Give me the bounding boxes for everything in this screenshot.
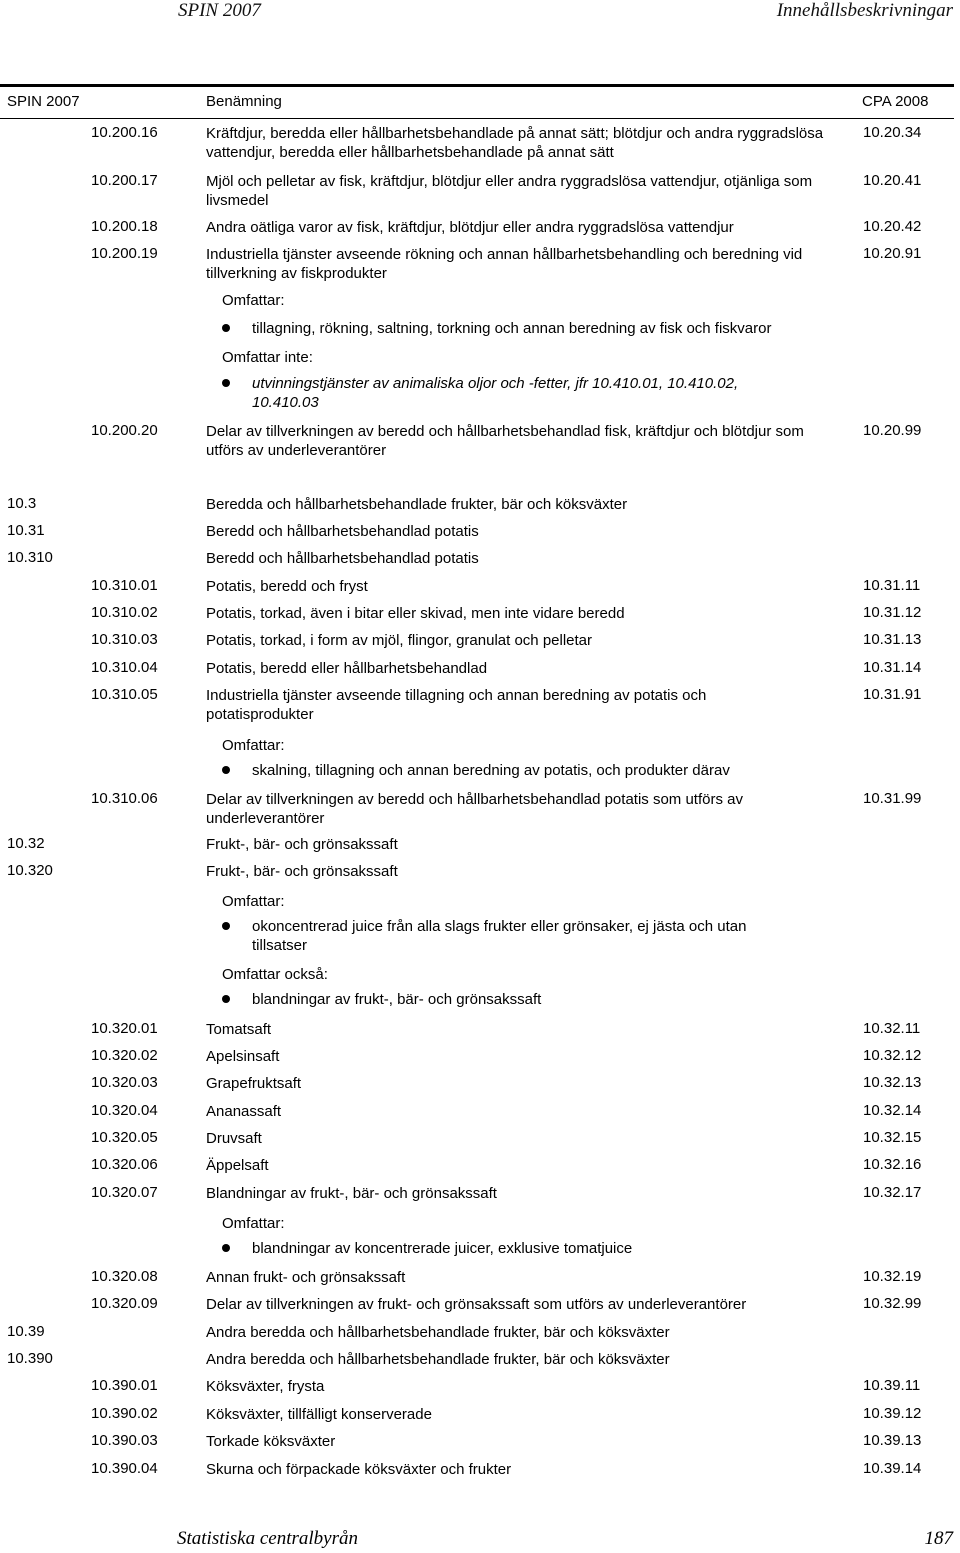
spin-code: 10.31 bbox=[7, 522, 45, 539]
entry-name: Delar av tillverkningen av beredd och hållbarhetsbehandlad fisk, kräftdjur och blötdjur som utförs av underleverantörer bbox=[206, 423, 804, 459]
cpa-code: 10.20.34 bbox=[863, 124, 922, 141]
spin-code: 10.200.20 bbox=[91, 422, 158, 439]
header-rule-bottom bbox=[0, 118, 954, 119]
spin-code: 10.310.01 bbox=[91, 577, 158, 594]
entry-name: Apelsinsaft bbox=[206, 1048, 280, 1065]
entry-name: Ananassaft bbox=[206, 1103, 282, 1120]
running-header-right: Innehållsbeskrivningar bbox=[776, 0, 953, 21]
spin-code: 10.320.04 bbox=[91, 1102, 158, 1119]
includes-item: tillagning, rökning, saltning, torkning och annan beredning av fisk och fiskvaror bbox=[252, 320, 772, 337]
includes-item: skalning, tillagning och annan beredning av potatis, och produkter därav bbox=[252, 762, 730, 779]
cpa-code: 10.32.99 bbox=[863, 1295, 922, 1312]
bullet-icon bbox=[222, 922, 230, 930]
cpa-code: 10.39.13 bbox=[863, 1432, 922, 1449]
bullet-icon bbox=[222, 379, 230, 387]
includes-item: blandningar av koncentrerade juicer, exklusive tomatjuice bbox=[252, 1240, 633, 1257]
spin-code: 10.200.19 bbox=[91, 245, 158, 262]
entry-name: Andra oätliga varor av fisk, kräftdjur, blötdjur eller andra ryggradslösa vattendjur bbox=[206, 219, 734, 236]
entry-name: Frukt-, bär- och grönsakssaft bbox=[206, 863, 398, 880]
column-cpa: CPA 2008 bbox=[862, 93, 929, 110]
cpa-code: 10.39.11 bbox=[863, 1377, 921, 1394]
entry-name: Andra beredda och hållbarhetsbehandlade frukter, bär och köksväxter bbox=[206, 1351, 670, 1368]
cpa-code: 10.32.19 bbox=[863, 1268, 922, 1285]
spin-code: 10.320.03 bbox=[91, 1074, 158, 1091]
cpa-code: 10.20.91 bbox=[863, 245, 922, 262]
spin-code: 10.320 bbox=[7, 862, 53, 879]
entry-name: Torkade köksväxter bbox=[206, 1433, 336, 1450]
entry-name: Potatis, torkad, i form av mjöl, flingor, granulat och pelletar bbox=[206, 632, 593, 649]
entry-name: Beredd och hållbarhetsbehandlad potatis bbox=[206, 523, 479, 540]
includes-label: Omfattar: bbox=[222, 1215, 285, 1232]
cpa-code: 10.20.41 bbox=[863, 172, 922, 189]
includes-label: Omfattar: bbox=[222, 893, 285, 910]
entry-name: Industriella tjänster avseende tillagning och annan beredning av potatis och potatisprodukter bbox=[206, 687, 707, 723]
entry-name: Kräftdjur, beredda eller hållbarhetsbehandlade på annat sätt; blötdjur och andra ryggradslösa vattendjur, beredda eller hållbarhetsbehandlade på annat sätt bbox=[206, 125, 824, 161]
cpa-code: 10.32.12 bbox=[863, 1047, 922, 1064]
spin-code: 10.390.01 bbox=[91, 1377, 158, 1394]
entry-name: Annan frukt- och grönsakssaft bbox=[206, 1269, 406, 1286]
entry-name: Potatis, torkad, även i bitar eller skivad, men inte vidare beredd bbox=[206, 605, 625, 622]
entry-name: Grapefruktsaft bbox=[206, 1075, 302, 1092]
excludes-item: utvinningstjänster av animaliska oljor och -fetter, jfr 10.410.01, 10.410.02, 10.410.03 bbox=[252, 375, 739, 411]
spin-code: 10.32 bbox=[7, 835, 45, 852]
spin-code: 10.390.03 bbox=[91, 1432, 158, 1449]
cpa-code: 10.32.14 bbox=[863, 1102, 922, 1119]
entry-name: Beredda och hållbarhetsbehandlade frukter, bär och köksväxter bbox=[206, 496, 628, 513]
includes-label: Omfattar: bbox=[222, 292, 285, 309]
spin-code: 10.390 bbox=[7, 1350, 53, 1367]
also-includes-item: blandningar av frukt-, bär- och grönsakssaft bbox=[252, 991, 542, 1008]
spin-code: 10.320.09 bbox=[91, 1295, 158, 1312]
spin-code: 10.320.07 bbox=[91, 1184, 158, 1201]
footer-publisher: Statistiska centralbyrån bbox=[177, 1528, 359, 1549]
entry-name: Tomatsaft bbox=[206, 1021, 272, 1038]
cpa-code: 10.32.13 bbox=[863, 1074, 922, 1091]
cpa-code: 10.31.91 bbox=[863, 686, 922, 703]
spin-code: 10.3 bbox=[7, 495, 37, 512]
entry-name: Delar av tillverkningen av beredd och hållbarhetsbehandlad potatis som utförs av underleverantörer bbox=[206, 791, 743, 827]
spin-code: 10.320.02 bbox=[91, 1047, 158, 1064]
spin-code: 10.310.04 bbox=[91, 659, 158, 676]
entry-name: Beredd och hållbarhetsbehandlad potatis bbox=[206, 550, 479, 567]
cpa-code: 10.32.15 bbox=[863, 1129, 922, 1146]
cpa-code: 10.31.12 bbox=[863, 604, 922, 621]
spin-code: 10.310.03 bbox=[91, 631, 158, 648]
running-header bbox=[0, 0, 960, 24]
spin-code: 10.39 bbox=[7, 1323, 45, 1340]
cpa-code: 10.20.99 bbox=[863, 422, 922, 439]
entry-name: Äppelsaft bbox=[206, 1157, 269, 1174]
spin-code: 10.200.18 bbox=[91, 218, 158, 235]
entry-name: Köksväxter, frysta bbox=[206, 1378, 325, 1395]
spin-code: 10.200.16 bbox=[91, 124, 158, 141]
entry-name: Industriella tjänster avseende rökning och annan hållbarhetsbehandling och beredning vid tillverkning av fiskprodukter bbox=[206, 246, 803, 282]
running-header-left: SPIN 2007 bbox=[178, 0, 261, 21]
entry-name: Druvsaft bbox=[206, 1130, 262, 1147]
cpa-code: 10.32.16 bbox=[863, 1156, 922, 1173]
excludes-label: Omfattar inte: bbox=[222, 349, 313, 366]
entry-name: Blandningar av frukt-, bär- och grönsakssaft bbox=[206, 1185, 497, 1202]
spin-code: 10.390.04 bbox=[91, 1460, 158, 1477]
bullet-icon bbox=[222, 766, 230, 774]
also-includes-label: Omfattar också: bbox=[222, 966, 328, 983]
entry-name: Skurna och förpackade köksväxter och frukter bbox=[206, 1461, 512, 1478]
column-name: Benämning bbox=[206, 93, 282, 110]
entry-name: Köksväxter, tillfälligt konserverade bbox=[206, 1406, 432, 1423]
cpa-code: 10.31.14 bbox=[863, 659, 922, 676]
bullet-icon bbox=[222, 324, 230, 332]
bullet-icon bbox=[222, 1244, 230, 1252]
spin-code: 10.320.08 bbox=[91, 1268, 158, 1285]
includes-item: okoncentrerad juice från alla slags frukter eller grönsaker, ej jästa och utan tillsatser bbox=[252, 918, 747, 954]
spin-code: 10.310.06 bbox=[91, 790, 158, 807]
cpa-code: 10.31.11 bbox=[863, 577, 921, 594]
cpa-code: 10.31.13 bbox=[863, 631, 922, 648]
cpa-code: 10.39.12 bbox=[863, 1405, 922, 1422]
entry-name: Andra beredda och hållbarhetsbehandlade frukter, bär och köksväxter bbox=[206, 1324, 670, 1341]
column-spin: SPIN 2007 bbox=[7, 93, 80, 110]
cpa-code: 10.31.99 bbox=[863, 790, 922, 807]
spin-code: 10.390.02 bbox=[91, 1405, 158, 1422]
entry-name: Potatis, beredd eller hållbarhetsbehandlad bbox=[206, 660, 488, 677]
column-header bbox=[0, 93, 960, 113]
cpa-code: 10.39.14 bbox=[863, 1460, 922, 1477]
bullet-icon bbox=[222, 995, 230, 1003]
header-rule-top bbox=[0, 84, 954, 87]
entry-name: Potatis, beredd och fryst bbox=[206, 578, 368, 595]
spin-code: 10.310.02 bbox=[91, 604, 158, 621]
spin-code: 10.320.01 bbox=[91, 1020, 158, 1037]
spin-code: 10.310.05 bbox=[91, 686, 158, 703]
cpa-code: 10.32.11 bbox=[863, 1020, 921, 1037]
includes-label: Omfattar: bbox=[222, 737, 285, 754]
spin-code: 10.310 bbox=[7, 549, 53, 566]
entry-name: Mjöl och pelletar av fisk, kräftdjur, blötdjur eller andra ryggradslösa vattendjur, otjänliga som livsmedel bbox=[206, 173, 813, 209]
entry-name: Delar av tillverkningen av frukt- och grönsakssaft som utförs av underleverantörer bbox=[206, 1296, 747, 1313]
page-number: 187 bbox=[924, 1528, 953, 1549]
cpa-code: 10.20.42 bbox=[863, 218, 922, 235]
cpa-code: 10.32.17 bbox=[863, 1184, 922, 1201]
spin-code: 10.200.17 bbox=[91, 172, 158, 189]
spin-code: 10.320.06 bbox=[91, 1156, 158, 1173]
spin-code: 10.320.05 bbox=[91, 1129, 158, 1146]
entry-name: Frukt-, bär- och grönsakssaft bbox=[206, 836, 398, 853]
